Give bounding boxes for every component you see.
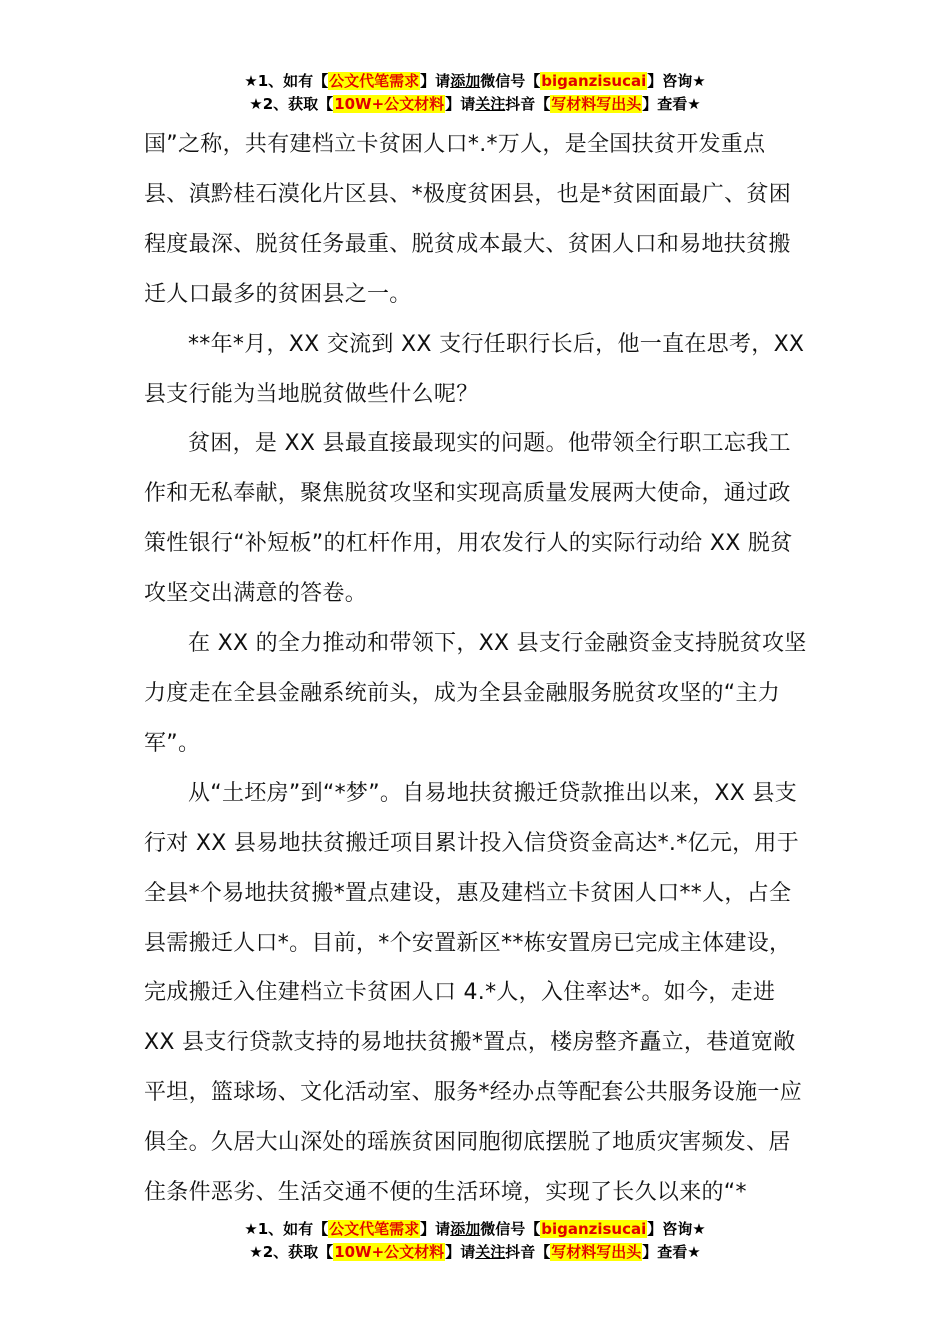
- paragraph: 从“土坯房”到“*梦”。自易地扶贫搬迁贷款推出以来，XX 县支行对 XX 县易地扶贫搬迁项目累计投入信贷资金高达*.*亿元，用于全县*个易地扶贫搬*置点建设，惠及建档立卡贫困人口**人，占全县需搬迁人口*。目前，*个安置新区**栋安置房已完成主体建设，完成搬迁入住建档立卡贫困人口 4.*人，入住率达*。如今，走进 XX 县支行贷款支持的易地扶贫搬*置点，楼房整齐矗立，巷道宽敞平坦，篮球场、文化活动室、服务*经办点等配套公共服务设施一应俱全。久居大山深处的瑶族贫困同胞彻底摆脱了地质灾害频发、居住条件恶劣、生活交通不便的生活环境，实现了长久以来的“*: [144, 780, 803, 1206]
- highlight-douyin-account: 写材料写出头: [551, 95, 642, 113]
- highlight-douyin-account: 写材料写出头: [551, 1243, 642, 1261]
- highlight-materials: 10W+公文材料: [334, 95, 445, 113]
- banner-line-1: ★1、如有【公文代笔需求】请添加微信号【biganzisucai】咨询★: [244, 72, 706, 90]
- header-banner: [0, 70, 950, 116]
- banner-line-2: ★2、获取【10W+公文材料】请关注抖音【写材料写出头】查看★: [249, 1243, 701, 1261]
- highlight-service: 公文代笔需求: [329, 72, 420, 90]
- highlight-wechat-id: biganzisucai: [541, 72, 647, 90]
- banner-line-2: ★2、获取【10W+公文材料】请关注抖音【写材料写出头】查看★: [249, 95, 701, 113]
- paragraph: 国”之称，共有建档立卡贫困人口*.*万人，是全国扶贫开发重点县、滇黔桂石漠化片区县、*极度贫困县，也是*贫困面最广、贫困程度最深、脱贫任务最重、脱贫成本最大、贫困人口和易地扶贫搬迁人口最多的贫困县之一。: [144, 132, 792, 307]
- footer-banner: [0, 1218, 950, 1264]
- highlight-wechat-id: biganzisucai: [541, 1220, 647, 1238]
- paragraph: **年*月，XX 交流到 XX 支行任职行长后，他一直在思考，XX 县支行能为当地脱贫做些什么呢？: [144, 331, 805, 407]
- paragraph: 贫困，是 XX 县最直接最现实的问题。他带领全行职工忘我工作和无私奉献，聚焦脱贫攻坚和实现高质量发展两大使命，通过政策性银行“补短板”的杠杆作用，用农发行人的实际行动给 XX 脱贫攻坚交出满意的答卷。: [144, 431, 793, 607]
- document-body: [144, 120, 808, 1218]
- paragraph: 在 XX 的全力推动和带领下，XX 县支行金融资金支持脱贫攻坚力度走在全县金融系统前头，成为全县金融服务脱贫攻坚的“主力军”。: [144, 631, 807, 756]
- banner-line-1: ★1、如有【公文代笔需求】请添加微信号【biganzisucai】咨询★: [244, 1220, 706, 1238]
- highlight-materials: 10W+公文材料: [334, 1243, 445, 1261]
- highlight-service: 公文代笔需求: [329, 1220, 420, 1238]
